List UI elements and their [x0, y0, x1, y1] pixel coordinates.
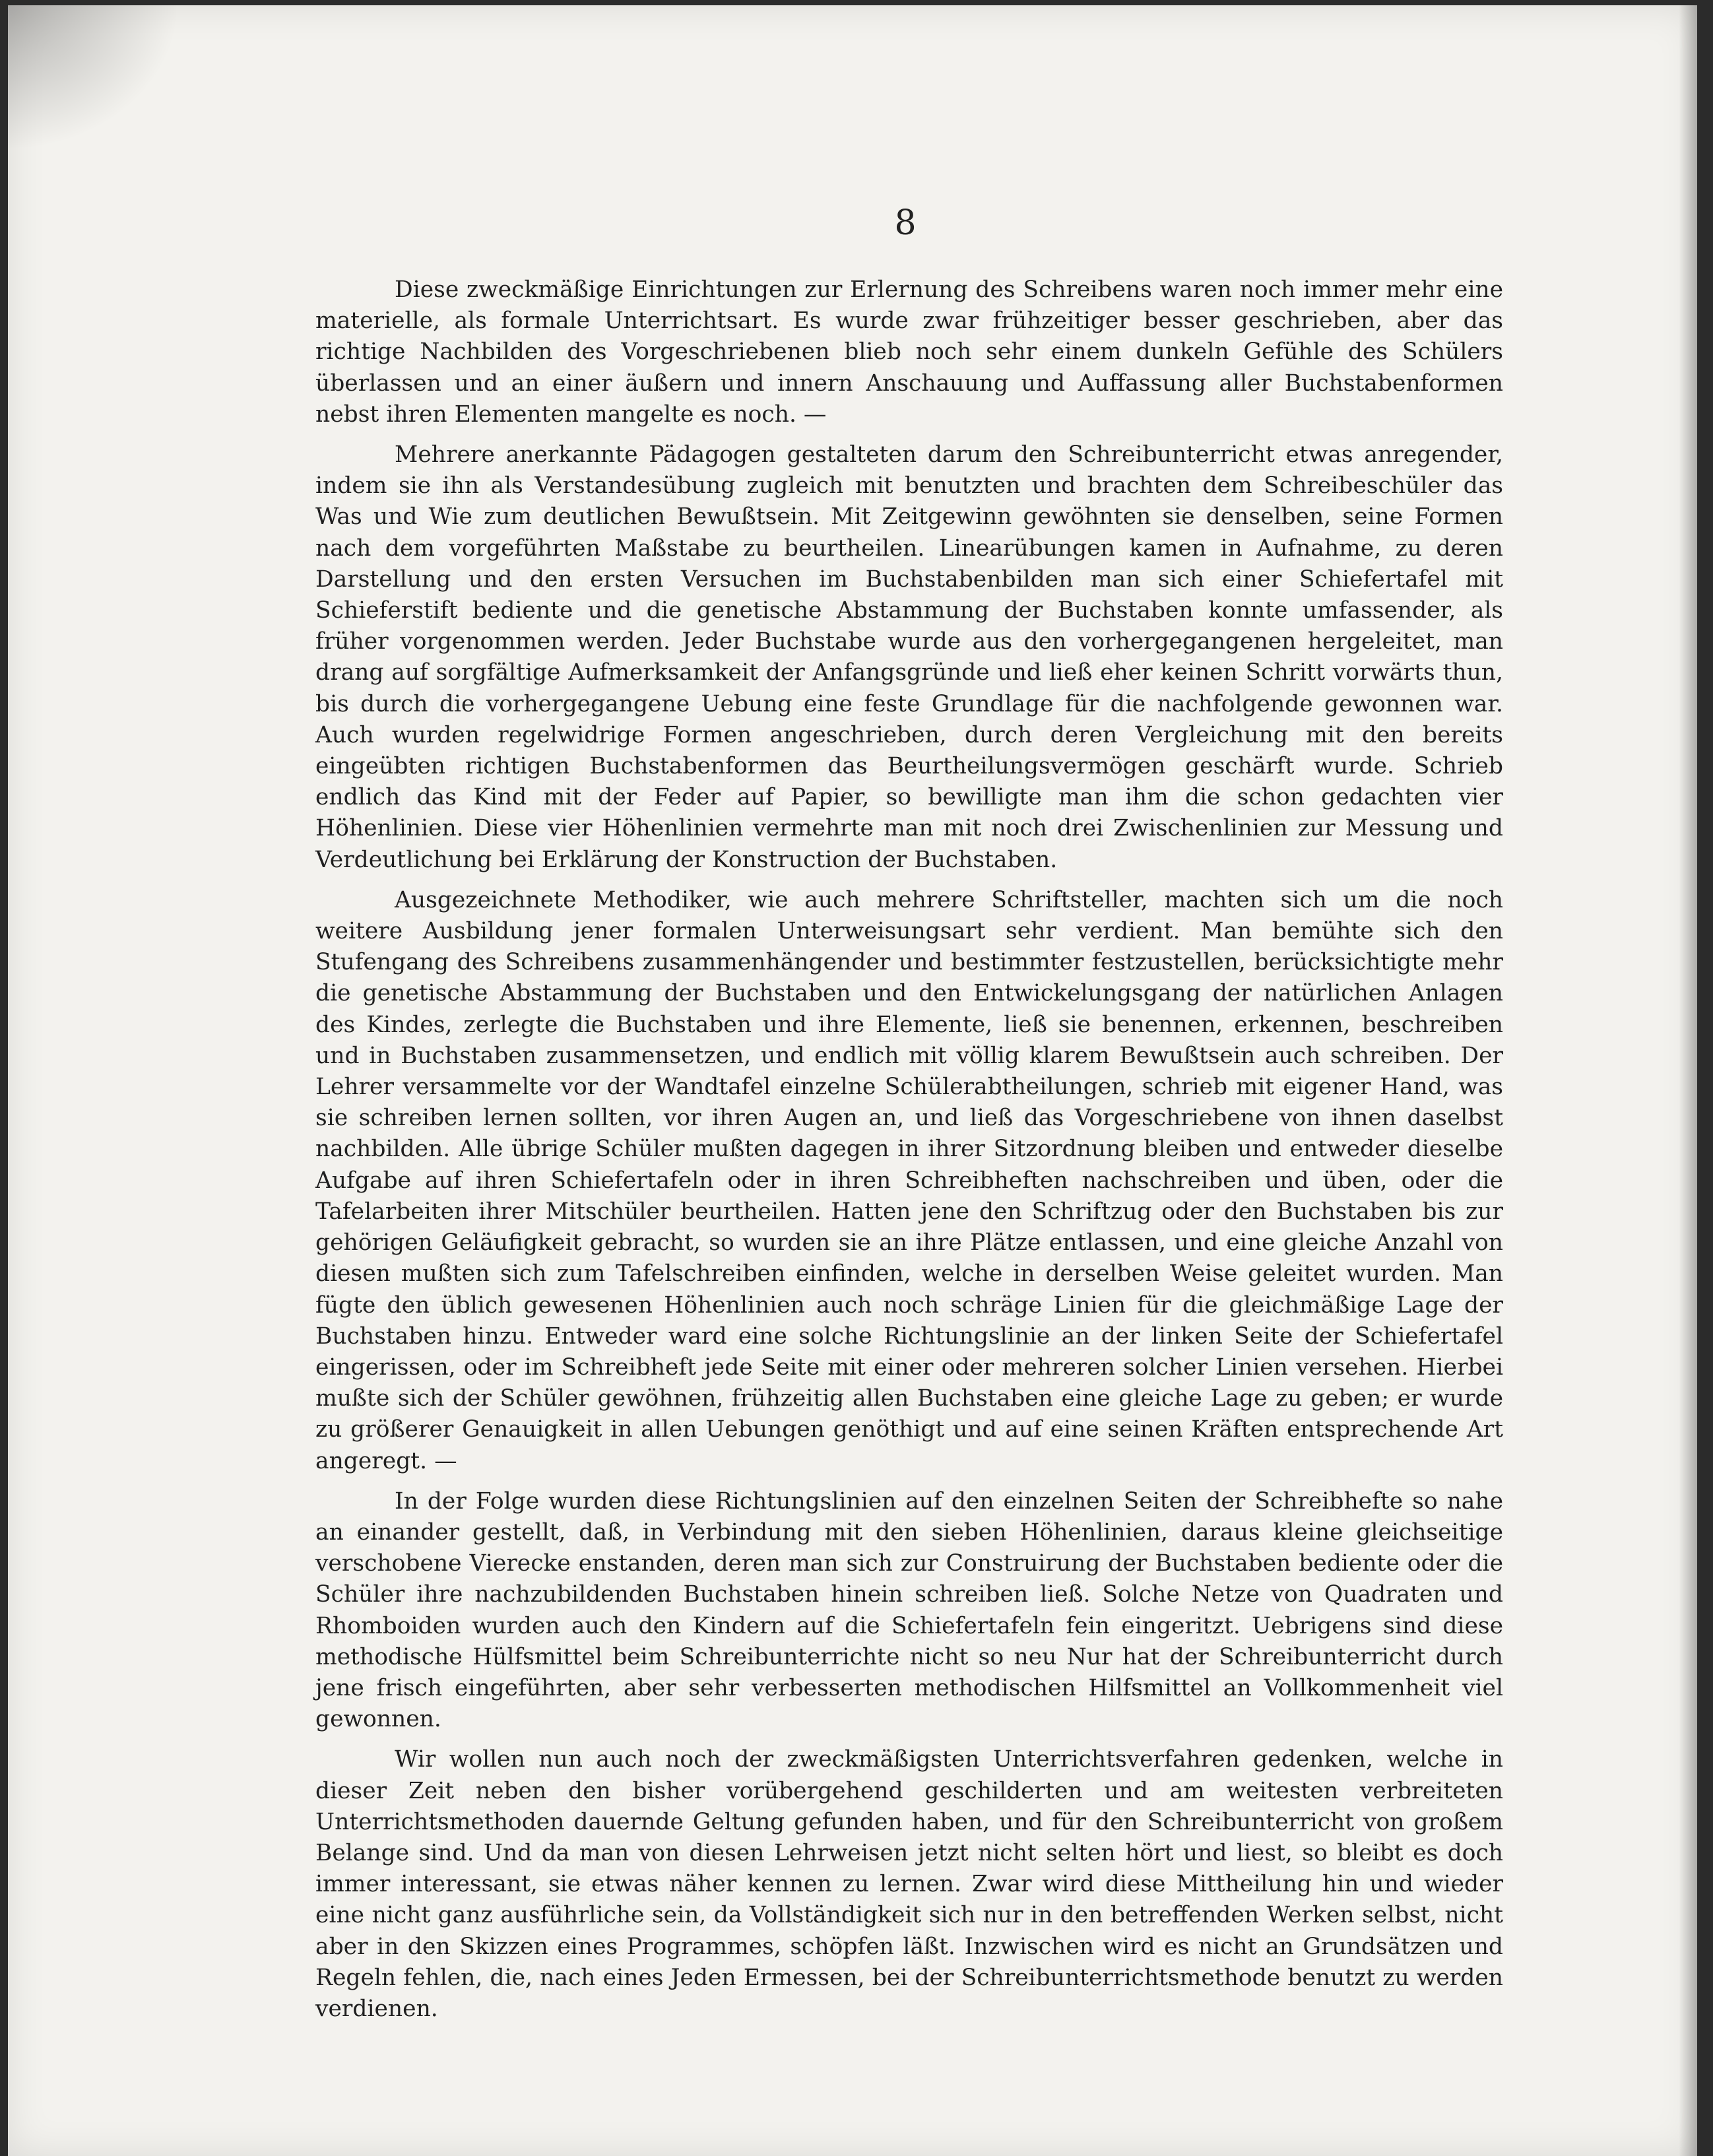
paragraph-3: Ausgezeichnete Methodiker, wie auch mehrere Schriftsteller, machten sich um die noch weitere Ausbildung jener formalen Unterweisungsart sehr verdient. Man bemühte sich den Stufengang des Schreibens zusammenhängender und bestimmter festzustellen, berücksichtigte mehr die genetische Abstammung der Buchstaben und den Entwickelungsgang der natürlichen Anlagen des Kindes, zerlegte die Buchstaben und ihre Elemente, ließ sie benennen, erkennen, beschreiben und in Buchstaben zusammensetzen, und endlich mit völlig klarem Bewußtsein auch schreiben. Der Lehrer versammelte vor der Wandtafel einzelne Schülerabtheilungen, schrieb mit eigener Hand, was sie schreiben lernen sollten, vor ihren Augen an, und ließ das Vorgeschriebene von ihnen daselbst nachbilden. Alle übrige Schüler mußten dagegen in ihrer Sitzordnung bleiben und entweder dieselbe Aufgabe auf ihren Schiefertafeln oder in ihren Schreibheften nachschreiben und üben, oder die Tafelarbeiten ihrer Mitschüler beurtheilen. Hatten jene den Schriftzug oder den Buchstaben bis zur gehörigen Geläufigkeit gebracht, so wurden sie an ihre Plätze entlassen, und eine gleiche Anzahl von diesen mußten sich zum Tafelschreiben einfinden, welche in derselben Weise geleitet wurden. Man fügte den üblich gewesenen Höhenlinien auch noch schräge Linien für die gleichmäßige Lage der Buchstaben hinzu. Entweder ward eine solche Richtungslinie an der linken Seite der Schiefertafel eingerissen, oder im Schreibheft jede Seite mit einer oder mehreren solcher Linien versehen. Hierbei mußte sich der Schüler gewöhnen, frühzeitig allen Buchstaben eine gleiche Lage zu geben; er wurde zu größerer Genauigkeit in allen Uebungen genöthigt und auf eine seinen Kräften entsprechende Art angeregt. —: [315, 886, 1503, 1474]
body-text: [315, 275, 1503, 2025]
paragraph-1: Diese zweckmäßige Einrichtungen zur Erlernung des Schreibens waren noch immer mehr eine materielle, als formale Unterrichtsart. Es wurde zwar frühzeitiger besser geschrieben, aber das richtige Nachbilden des Vorgeschriebenen blieb noch sehr einem dunkeln Gefühle des Schülers überlassen und an einer äußern und innern Anschauung und Auffassung aller Buchstabenformen nebst ihren Elementen mangelte es noch. —: [315, 277, 1503, 428]
paragraph-2: Mehrere anerkannte Pädagogen gestalteten darum den Schreibunterricht etwas anregender, indem sie ihn als Verstandesübung zugleich mit benutzten und brachten dem Schreibeschüler das Was und Wie zum deutlichen Bewußtsein. Mit Zeitgewinn gewöhnten sie denselben, seine Formen nach dem vorgeführten Maßstabe zu beurtheilen. Linearübungen kamen in Aufnahme, zu deren Darstellung und den ersten Versuchen im Buchstabenbilden man sich einer Schiefertafel mit Schieferstift bediente und die genetische Abstammung der Buchstaben konnte umfassender, als früher vorgenommen werden. Jeder Buchstabe wurde aus den vorhergegangenen hergeleitet, man drang auf sorgfältige Aufmerksamkeit der Anfangsgründe und ließ eher keinen Schritt vorwärts thun, bis durch die vorhergegangene Uebung eine feste Grundlage für die nachfolgende gewonnen war. Auch wurden regelwidrige Formen angeschrieben, durch deren Vergleichung mit den bereits eingeübten richtigen Buchstabenformen das Beurtheilungsvermögen geschärft wurde. Schrieb endlich das Kind mit der Feder auf Papier, so bewilligte man ihm die schon gedachten vier Höhenlinien. Diese vier Höhenlinien vermehrte man mit noch drei Zwischenlinien zur Messung und Verdeutlichung bei Erklärung der Konstruction der Buchstaben.: [315, 441, 1503, 873]
page-edge-shadow: [1679, 5, 1697, 2156]
paragraph-4: In der Folge wurden diese Richtungslinien auf den einzelnen Seiten der Schreibhefte so nahe an einander gestellt, daß, in Verbindung mit den sieben Höhenlinien, daraus kleine gleichseitige verschobene Vierecke enstanden, deren man sich zur Construirung der Buchstaben bediente oder die Schüler ihre nachzubildenden Buchstaben hinein schreiben ließ. Solche Netze von Quadraten und Rhomboiden wurden auch den Kindern auf die Schiefertafeln fein eingeritzt. Uebrigens sind diese methodische Hülfsmittel beim Schreibunterrichte nicht so neu Nur hat der Schreibunterricht durch jene frisch eingeführten, aber sehr verbesserten methodischen Hilfsmittel an Vollkommenheit viel gewonnen.: [315, 1487, 1503, 1733]
page-number: 8: [894, 203, 917, 243]
scanned-page: [8, 5, 1697, 2156]
paragraph-5: Wir wollen nun auch noch der zweckmäßigsten Unterrichtsverfahren gedenken, welche in dieser Zeit neben den bisher vorübergehend geschilderten und am weitesten verbreiteten Unterrichtsmethoden dauernde Geltung gefunden haben, und für den Schreibunterricht von großem Belange sind. Und da man von diesen Lehrweisen jetzt nicht selten hört und liest, so bleibt es doch immer interessant, sie etwas näher kennen zu lernen. Zwar wird diese Mittheilung hin und wieder eine nicht ganz ausführliche sein, da Vollständigkeit sich nur in den betreffenden Werken selbst, nicht aber in den Skizzen eines Programmes, schöpfen läßt. Inzwischen wird es nicht an Grundsätzen und Regeln fehlen, die, nach eines Jeden Ermessen, bei der Schreibunterrichtsmethode benutzt zu werden verdienen.: [315, 1746, 1503, 2022]
